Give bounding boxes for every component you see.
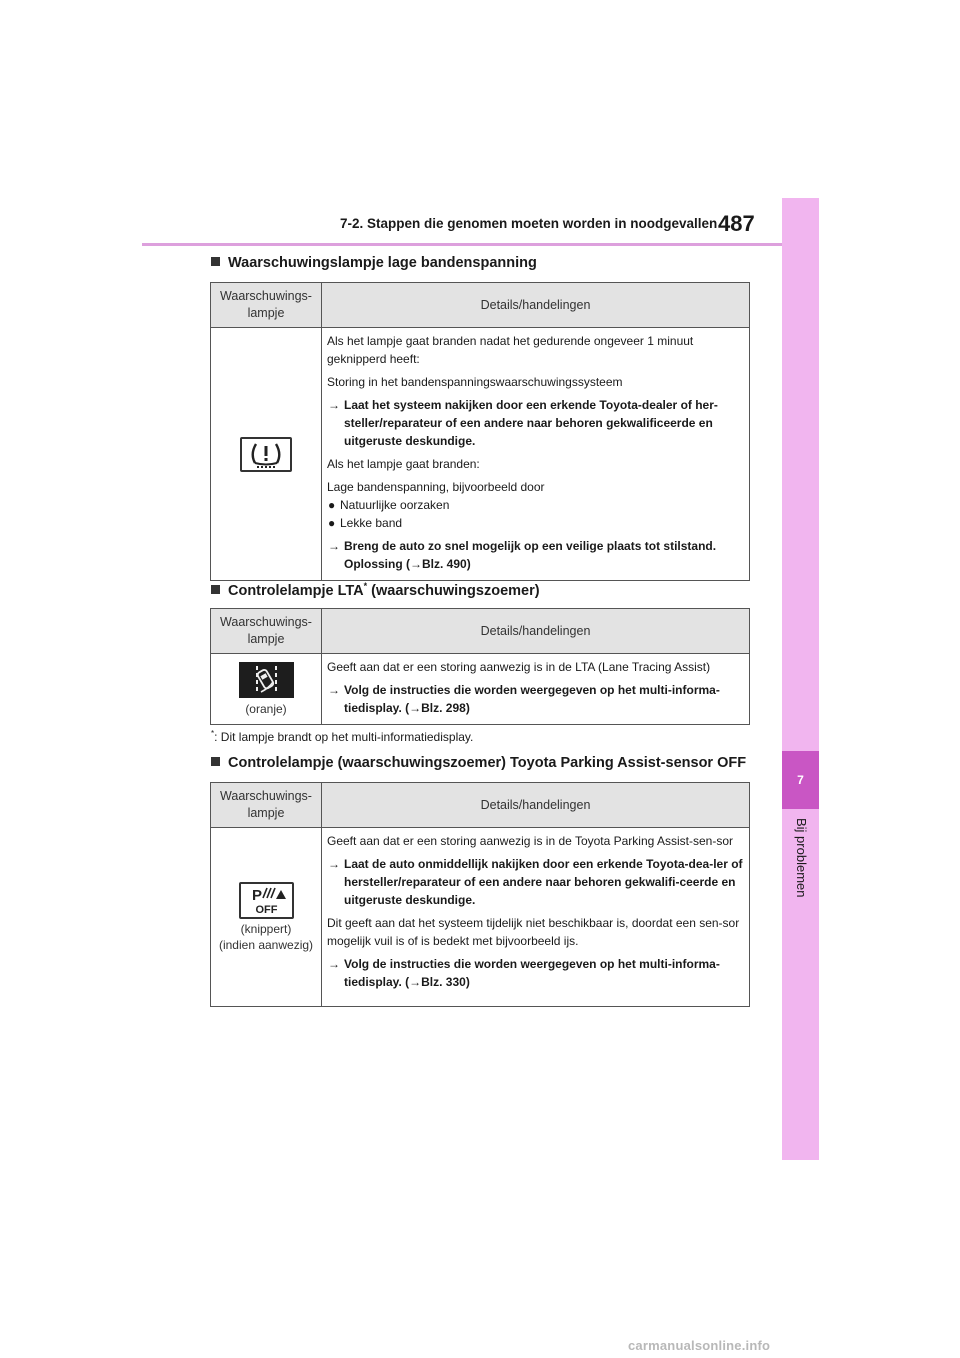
col-header-lamp: Waarschuwings- lampje	[211, 283, 322, 328]
chapter-label: Bij problemen	[794, 818, 809, 898]
table-header-row	[211, 609, 750, 654]
lamp-availability-note: (indien aanwezig)	[218, 937, 314, 952]
arrow-icon: →	[328, 957, 340, 971]
page-number: 487	[718, 211, 755, 236]
col-header-details: Details/handelingen	[322, 283, 750, 328]
arrow-icon: →	[328, 857, 340, 871]
chapter-number: 7	[782, 751, 819, 809]
table-header-row	[211, 783, 750, 828]
col-header-lamp: Waarschuwings- lampje	[211, 783, 322, 828]
svg-text:P: P	[251, 886, 262, 904]
table-row	[211, 328, 750, 581]
table-parking-assist	[210, 782, 750, 1007]
details-cell: Geeft aan dat er een storing aanwezig is in de Toyota Parking Assist-sen-sor → Laat de auto onmiddellijk nakijken door een erkende Toyota-dea-ler of hersteller/reparateur of een andere naar behoren gekwalifi-ceerde en uitgeruste deskundige. Dit geeft aan dat het systeem tijdelijk niet beschikbaar is, doordat een sen-sor mogelijk vuil is of is bedekt met bijvoorbeeld ijs. → Volg de instructies die worden weergegeven op het multi-informa-tiedisplay. (→Blz. 330)	[322, 828, 750, 1007]
col-header-details: Details/handelingen	[322, 609, 750, 654]
table-row	[211, 828, 750, 1007]
details-cell: Geeft aan dat er een storing aanwezig is in de LTA (Lane Tracing Assist) → Volg de instructies die worden weergegeven op het multi-informa-tiedisplay. (→Blz. 298)	[322, 654, 750, 725]
square-bullet-icon	[211, 585, 220, 594]
lamp-cell	[211, 328, 322, 581]
section-heading-lta: Controlelampje LTA* (waarschuwingszoemer)	[211, 581, 540, 599]
watermark: carmanualsonline.info	[628, 1338, 771, 1353]
section-heading-parking-assist: Controlelampje (waarschuwingszoemer) Toyota Parking Assist-sensor OFF	[211, 755, 746, 771]
col-header-lamp: Waarschuwings- lampje	[211, 609, 322, 654]
square-bullet-icon	[211, 257, 220, 266]
bullet-icon: ●	[328, 498, 336, 512]
table-row	[211, 654, 750, 725]
tire-pressure-warning-icon	[240, 437, 292, 472]
bullet-icon: ●	[328, 516, 336, 530]
chapter-side-tab	[782, 198, 819, 1160]
running-header: 7-2. Stappen die genomen moeten worden in noodgevallen	[340, 216, 718, 231]
details-cell: Als het lampje gaat branden nadat het gedurende ongeveer 1 minuut geknipperd heeft: Storing in het bandenspanningswaarschuwingssysteem → Laat het systeem nakijken door een erkende Toyota-dealer of her-steller/reparateur of een andere naar behoren gekwalificeerde en uitgeruste deskundige. Als het lampje gaat branden: Lage bandenspanning, bijvoorbeeld door ● Natuurlijke oorzaken ● Lekke band → Breng de auto zo snel mogelijk op een veilige plaats tot stilstand. Oplossing (→Blz. 490)	[322, 328, 750, 581]
table-tire-pressure	[210, 282, 750, 581]
table-lta	[210, 608, 750, 725]
parking-assist-off-icon	[239, 882, 294, 919]
lamp-cell	[211, 654, 322, 725]
col-header-details: Details/handelingen	[322, 783, 750, 828]
section-heading-tire-pressure: Waarschuwingslampje lage bandenspanning	[211, 255, 537, 271]
table-header-row	[211, 283, 750, 328]
arrow-icon: →	[328, 539, 340, 553]
icon-off-label: OFF	[255, 903, 277, 916]
arrow-icon: →	[328, 683, 340, 697]
lamp-state-note: (knippert)	[240, 921, 292, 936]
arrow-icon: →	[328, 398, 340, 412]
header-rule	[142, 243, 782, 246]
lamp-color-note: (oranje)	[245, 701, 287, 716]
lane-tracing-assist-icon	[239, 662, 294, 698]
footnote: *: Dit lampje brandt op het multi-informatiedisplay.	[211, 729, 474, 744]
square-bullet-icon	[211, 757, 220, 766]
lamp-cell	[211, 828, 322, 1007]
